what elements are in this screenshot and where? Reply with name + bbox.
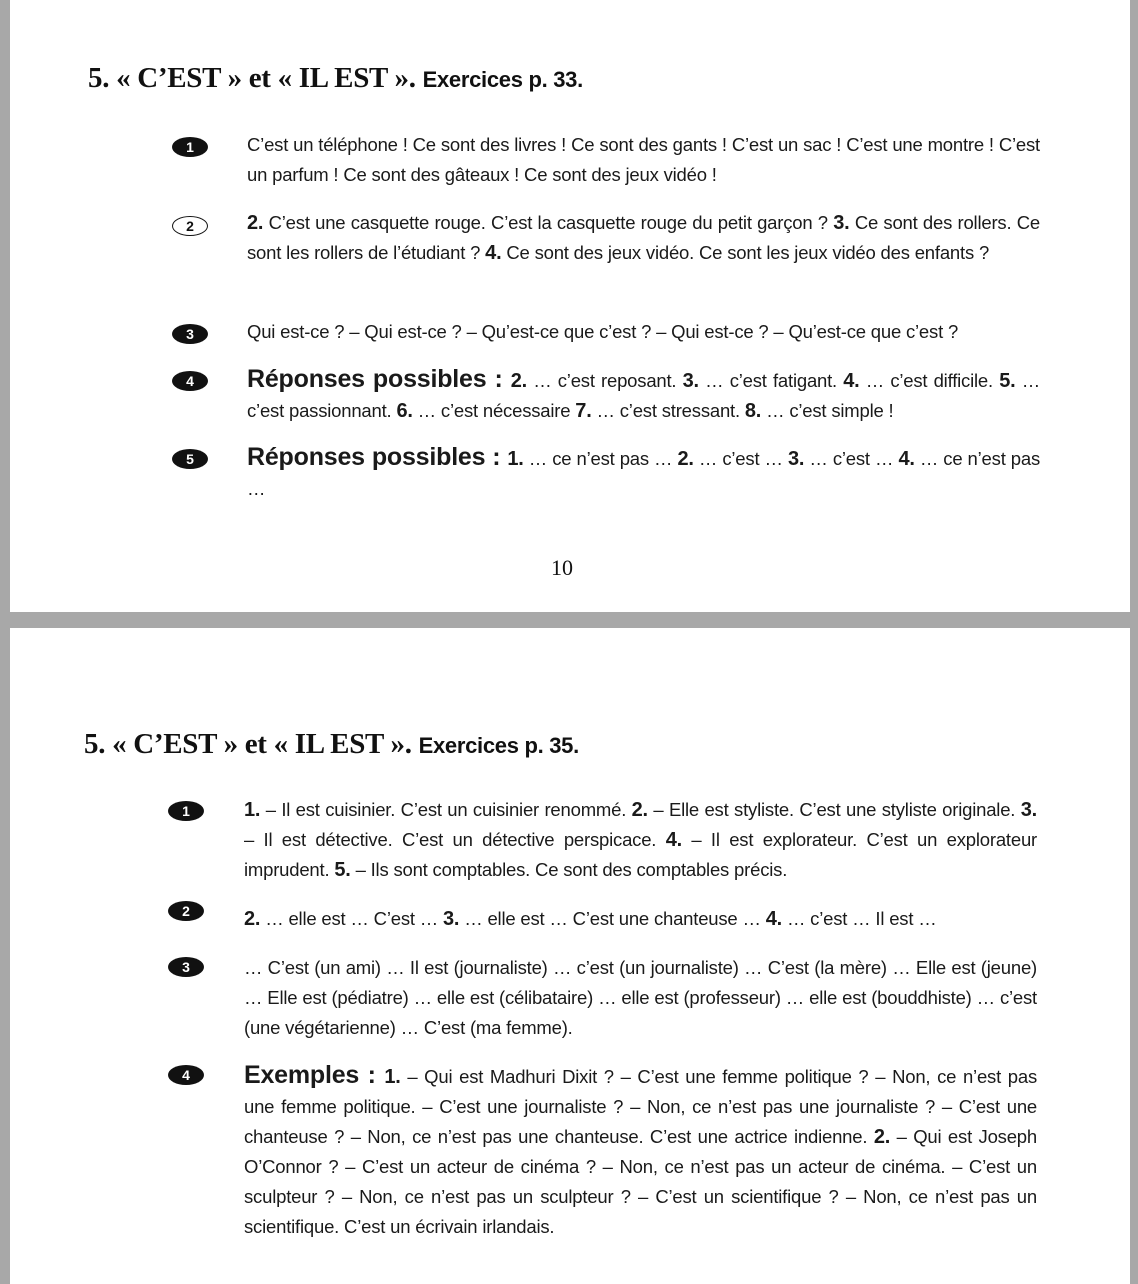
answer-text: … c’est passionnant. [247,370,1041,421]
answer-text: C’est un téléphone ! Ce sont des livres ! Ce sont des gants ! C’est un sac ! C’est une montre ! C’est un parfum ! Ce sont des gâteaux ! Ce sont des jeux vidéo ! [247,134,1040,185]
item-number: 6. [396,400,413,422]
answer-label: Exemples : [244,1061,385,1089]
answer-text: … c’est simple ! [761,400,894,421]
item-number: 4. [843,370,860,392]
page-number: 10 [551,555,573,580]
item-number: 2. [247,212,264,234]
item-number: 2. [244,908,261,930]
answer-paragraph [247,442,1040,504]
answer-text: – Elle est styliste. C’est une styliste originale. [647,799,1021,820]
answer-text: Qui est-ce ? – Qui est-ce ? – Qu’est-ce que c’est ? – Qui est-ce ? – Qu’est-ce que c’est ? [247,321,959,342]
answer-paragraph [244,795,1037,885]
answer-text: … ce n’est pas … [523,448,678,469]
item-number: 2. [873,1126,891,1148]
answer-text: … c’est … [693,448,788,469]
page-1 [10,0,1130,612]
answer-text: … elle est … C’est une chanteuse … [459,908,766,929]
item-number: 2. [631,799,648,821]
answer-text: – Il est explorateur. C’est un explorateur imprudent. [244,829,1037,880]
item-number: 3. [443,908,460,930]
item-number: 7. [575,400,592,422]
answer-text: Ce sont des jeux vidéo. Ce sont les jeux vidéo des enfants ? [501,242,990,263]
exercise-badge-4: 4 [168,1065,204,1085]
exercise-badge-2: 2 [172,216,208,236]
item-number: 4. [765,908,782,930]
answer-text: Ce sont des rollers. Ce sont les rollers de l’étudiant ? [247,212,1040,263]
item-number: 3. [833,212,850,234]
answer-text: – Ils sont comptables. Ce sont des comptables précis. [350,859,788,880]
page-2 [10,628,1130,1284]
answer-text: … elle est … C’est … [260,908,443,929]
answer-text: … C’est (un ami) … Il est (journaliste) … c’est (un journaliste) … C’est (la mère) … Elle est (jeune) … Elle est (pédiatre) … elle est (célibataire) … elle est (professeur) … elle est (bouddhiste) … c’est (une végétarienne) … C’est (ma femme). [244,957,1037,1038]
item-number: 3. [1020,799,1037,821]
item-number: 3. [787,448,805,470]
answer-paragraph [244,904,1037,934]
answer-text: … c’est nécessaire [412,400,576,421]
item-number: 1. [244,799,261,821]
answer-text: … c’est stressant. [591,400,745,421]
answer-label: Réponses possibles : [247,365,511,393]
item-number: 3. [682,370,699,392]
heading-exercise-ref: Exercices p. 33. [422,67,583,92]
exercise-badge-2: 2 [168,901,204,921]
answer-text: – Qui est Madhuri Dixit ? – C’est une femme politique ? – Non, ce n’est pas une femme politique. – C’est une journaliste ? – Non, ce n’est pas une journaliste ? – C’est une chanteuse ? – Non, ce n’est pas une chanteuse. C’est une actrice indienne. [244,1066,1037,1147]
item-number: 8. [744,400,762,422]
item-number: 4. [485,242,502,264]
answer-text: … c’est reposant. [526,370,683,391]
heading-title: 5. « C’EST » et « IL EST ». [84,728,412,760]
item-number: 1. [507,448,524,470]
heading-title: 5. « C’EST » et « IL EST ». [88,62,416,94]
exercise-badge-5: 5 [172,449,208,469]
answer-paragraph [247,130,1040,190]
answer-paragraph [247,208,1040,268]
answer-text: … c’est difficile. [859,370,1000,391]
answer-text: – Il est cuisinier. C’est un cuisinier renommé. [260,799,632,820]
answer-text: C’est une casquette rouge. C’est la casquette rouge du petit garçon ? [263,212,834,233]
answer-text: … ce n’est pas … [247,448,1041,499]
answer-text: … c’est … Il est … [782,908,937,929]
answer-text: – Qui est Joseph O’Connor ? – C’est un acteur de cinéma ? – Non, ce n’est pas un acteur de cinéma. – C’est un sculpteur ? – Non, ce n’est pas un sculpteur ? – C’est un scientifique ? – Non, ce n’est pas un scientifique. C’est un écrivain irlandais. [244,1126,1037,1237]
section-heading [84,728,579,761]
item-number: 5. [999,370,1016,392]
item-number: 4. [898,448,915,470]
item-number: 5. [334,859,351,881]
answer-text: … c’est … [804,448,899,469]
answer-paragraph [244,953,1037,1043]
answer-paragraph [244,1060,1037,1242]
answer-paragraph [247,317,1040,347]
section-heading [88,62,583,95]
exercise-badge-3: 3 [172,324,208,344]
answer-text: – Il est détective. C’est un détective perspicace. [244,829,666,850]
answer-paragraph [247,364,1040,426]
answer-text: … c’est fatigant. [698,370,844,391]
answer-label: Réponses possibles : [247,443,508,471]
item-number: 1. [384,1066,401,1088]
exercise-badge-1: 1 [172,137,208,157]
exercise-badge-4: 4 [172,371,208,391]
exercise-badge-1: 1 [168,801,204,821]
item-number: 4. [665,829,682,851]
item-number: 2. [677,448,694,470]
heading-exercise-ref: Exercices p. 35. [418,733,579,758]
exercise-badge-3: 3 [168,957,204,977]
item-number: 2. [510,370,527,392]
